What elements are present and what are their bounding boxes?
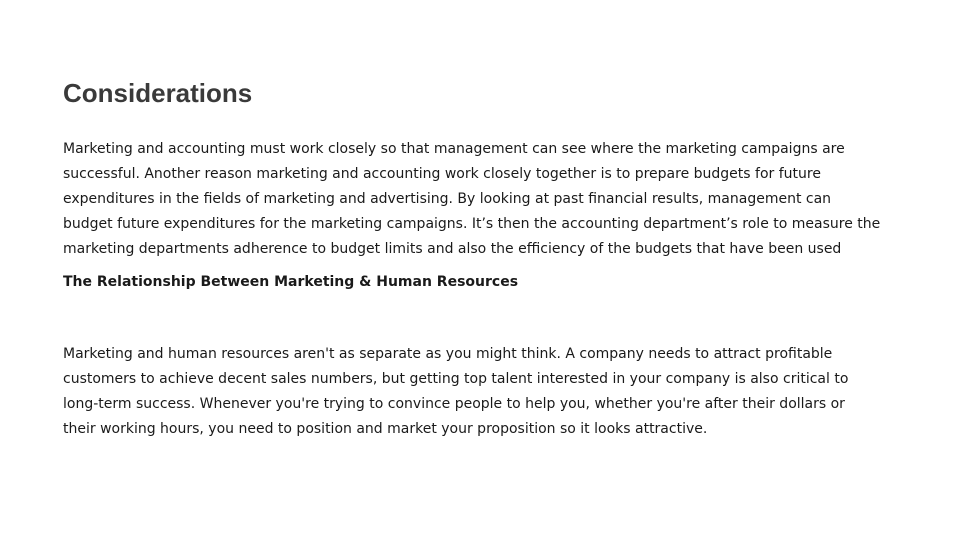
hr-subheading: The Relationship Between Marketing & Human Resources: [63, 274, 519, 290]
hr-paragraph: Marketing and human resources aren't as separate as you might think. A company needs to attract profitable customers to achieve decent sales numbers, but getting top talent interested in your company is also critical to long-term success. Whenever you're trying to convince people to help you, whether you're after their dollars or their working hours, you need to position and market your proposition so it looks attractive.: [63, 346, 849, 437]
accounting-paragraph: Marketing and accounting must work closely so that management can see where the marketing campaigns are successful. Another reason marketing and accounting work closely together is to prepare budgets for future expenditures in the fields of marketing and advertising. By looking at past financial results, management can budget future expenditures for the marketing campaigns. It’s then the accounting department’s role to measure the marketing departments adherence to budget limits and also the efficiency of the budgets that have been used: [63, 141, 881, 257]
slide-title: Considerations: [63, 78, 253, 108]
